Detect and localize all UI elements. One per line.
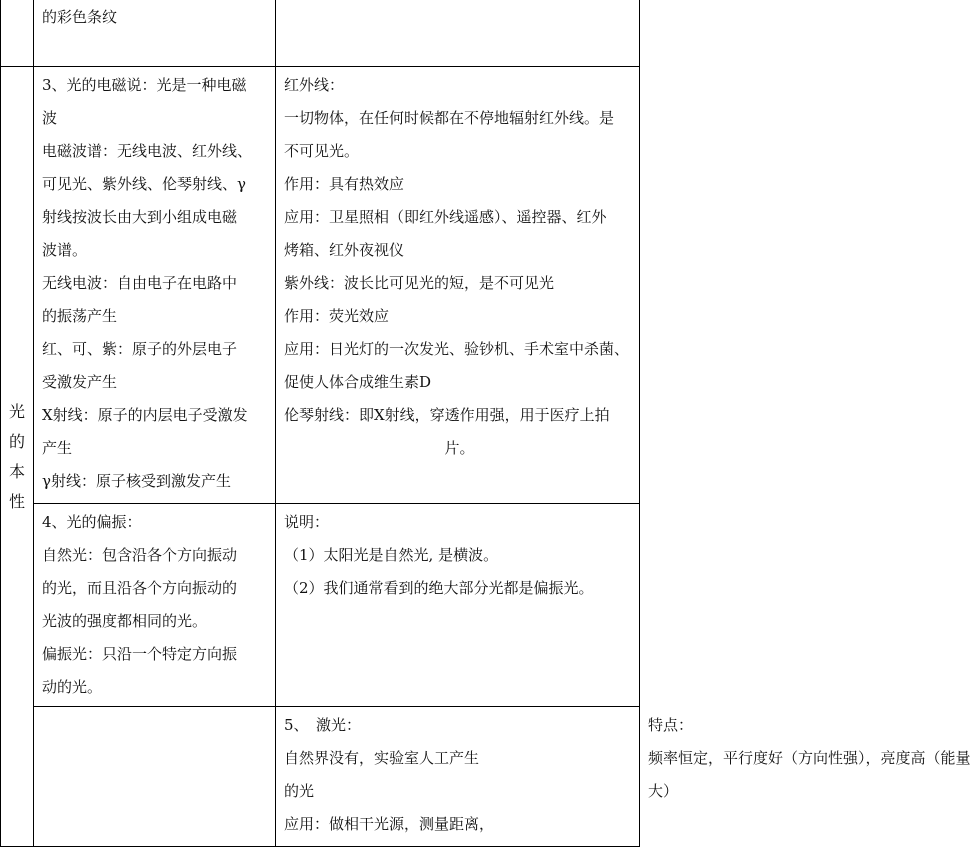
text-line: 4、光的偏振：: [42, 513, 142, 531]
text-line: 促使人体合成维生素D: [284, 373, 432, 391]
text-line: 不可见光。: [284, 142, 360, 160]
table-row: [1, 67, 640, 504]
text-line: 应用：做相干光源，测量距离，: [284, 815, 495, 833]
text-line: （2）我们通常看到的绝大部分光都是偏振光。: [284, 579, 594, 597]
text-line: 可见光、紫外线、伦琴射线、γ: [42, 175, 246, 193]
text-line: 的光，而且沿各个方向振动的: [42, 579, 238, 597]
text-line: 烤箱、红外夜视仪: [284, 241, 405, 259]
infrared-uv-cell: [276, 67, 640, 504]
text-line: 5、 激光：: [284, 716, 362, 734]
text-line: 自然界没有，实验室人工产生: [284, 749, 480, 767]
text-line: 应用：日光灯的一次发光、验钞机、手术室中杀菌、: [284, 340, 630, 358]
text-line: 电磁波谱：无线电波、红外线、: [42, 142, 253, 160]
section-label: 光 的 本 性: [8, 401, 25, 511]
polarization-note-cell: [276, 504, 640, 707]
text-line: 3、光的电磁说：光是一种电磁: [42, 76, 247, 94]
row0-left-cell: [34, 0, 276, 67]
text-line: 的光: [284, 782, 315, 800]
table-row: [1, 504, 640, 707]
text-line: X射线：原子的内层电子受激发: [42, 406, 248, 424]
table-row: 5、 激光： 自然界没有，实验室人工产生 的光 应用：做相干光源，测量距离， 特点： 频率恒定，平行度好（方向性强），亮度高（能量 大）: [1, 707, 640, 847]
text-line: 动的光。: [42, 678, 103, 696]
text-line: 紫外线：波长比可见光的短，是不可见光: [284, 274, 555, 292]
text-line: 红外线：: [284, 76, 345, 94]
text-line: 光波的强度都相同的光。: [42, 612, 208, 630]
text-line: 说明：: [284, 513, 330, 531]
text-line: 无线电波：自由电子在电路中: [42, 274, 238, 292]
row0-label-cell: [1, 0, 34, 67]
polarization-cell: [34, 504, 276, 707]
text-line: 的彩色条纹: [42, 8, 118, 26]
text-line: 作用：荧光效应: [284, 307, 390, 325]
table-row: [1, 0, 640, 67]
text-line: 一切物体，在任何时候都在不停地辐射红外线。是: [284, 109, 615, 127]
text-line: 波谱。: [42, 241, 88, 259]
text-line: 偏振光：只沿一个特定方向振: [42, 645, 238, 663]
text-line: 波: [42, 109, 58, 127]
text-line: 红、可、紫：原子的外层电子: [42, 340, 238, 358]
text-line: 自然光：包含沿各个方向振动: [42, 546, 238, 564]
text-line: 射线按波长由大到小组成电磁: [42, 208, 238, 226]
text-line: 应用：卫星照相（即红外线遥感）、遥控器、红外: [284, 208, 607, 226]
text-line: 片。: [444, 439, 475, 457]
text-line: （1）太阳光是自然光, 是横波。: [284, 546, 499, 564]
row3-label-cell: [34, 707, 276, 847]
text-line: 的振荡产生: [42, 307, 118, 325]
em-theory-cell: [34, 67, 276, 504]
section-label-cell: [1, 67, 34, 847]
laser-cell: [276, 707, 640, 847]
row0-right-cell: [276, 0, 640, 67]
text-line: 产生: [42, 439, 73, 457]
text-line: γ射线：原子核受到激发产生: [42, 472, 231, 490]
text-line: 作用：具有热效应: [284, 175, 405, 193]
text-line: 受激发产生: [42, 373, 118, 391]
text-line: 伦琴射线：即X射线，穿透作用强，用于医疗上拍: [284, 406, 610, 424]
